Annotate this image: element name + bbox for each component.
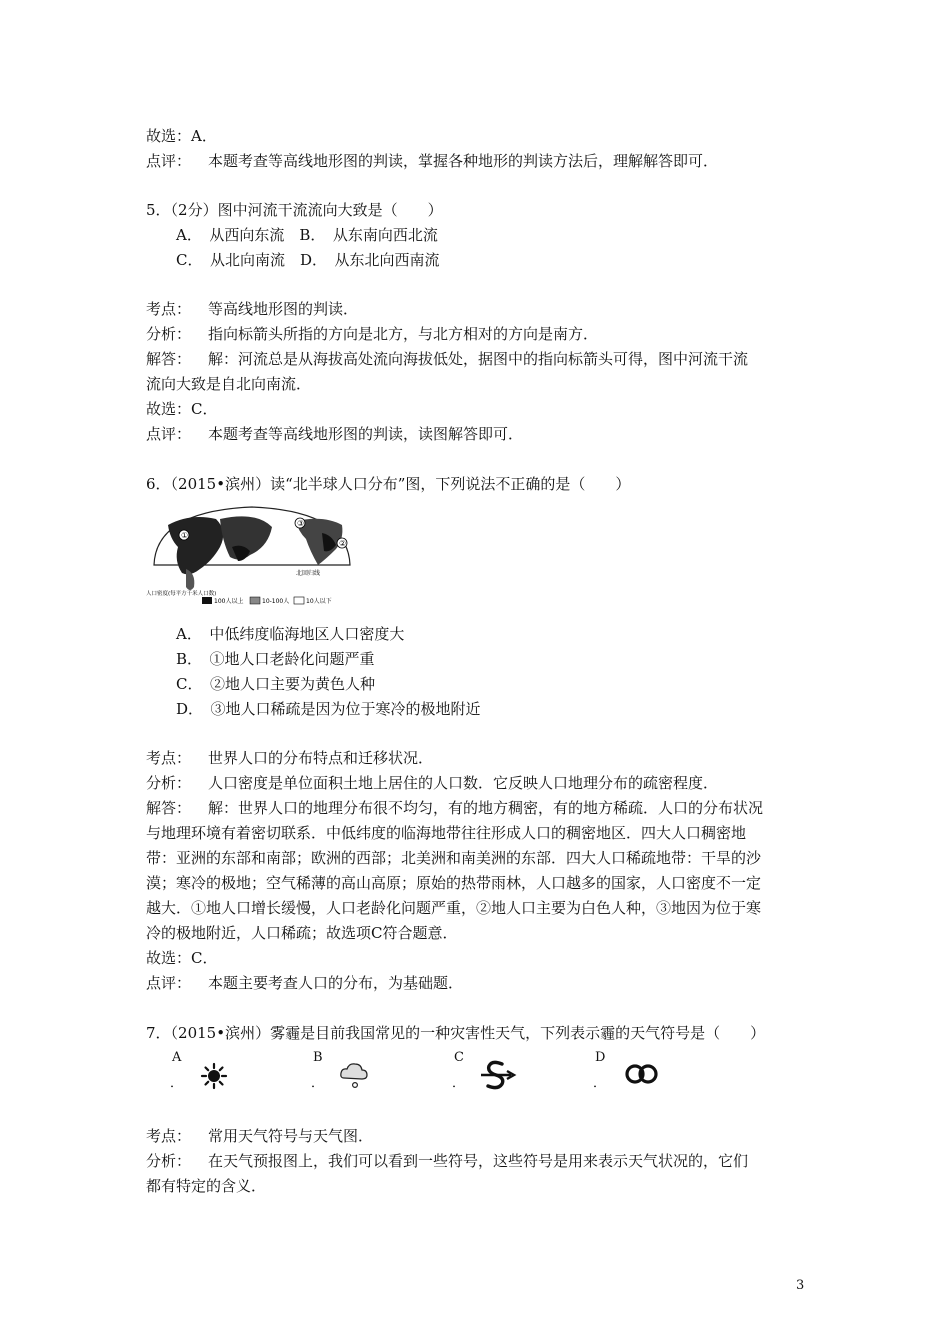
q5-choice: 故选：C． bbox=[146, 400, 218, 418]
q5-option-row: C． 从北向南流 D． 从东北向西南流 bbox=[176, 251, 440, 269]
q7-option-c-letter: C bbox=[454, 1050, 464, 1065]
q7-stem: 7．（2015•滨州）雾霾是目前我国常见的一种灾害性天气，下列表示霾的天气符号是（ ） bbox=[146, 1024, 766, 1042]
map-tropic-label: 北回归线 bbox=[296, 570, 321, 577]
q6-option: C． ②地人口主要为黄色人种 bbox=[176, 675, 375, 693]
q7-option-d-letter: D bbox=[595, 1050, 606, 1065]
q5-fenxi: 分析： 指向标箭头所指的方向是北方，与北方相对的方向是南方． bbox=[146, 325, 599, 343]
q6-kaodian: 考点： 世界人口的分布特点和迁移状况． bbox=[146, 749, 434, 767]
q6-stem: 6．（2015•滨州）读“北半球人口分布”图，下列说法不正确的是（ ） bbox=[146, 475, 631, 493]
map-legend-low: 10人以下 bbox=[306, 598, 332, 605]
q6-option: B． ①地人口老龄化问题严重 bbox=[176, 650, 375, 668]
q7-option-b-letter: B bbox=[313, 1050, 323, 1065]
q6-jieda-line: 漠；寒冷的极地；空气稀薄的高山高原；原始的热带雨林，人口越多的国家，人口密度不一定 bbox=[146, 874, 762, 892]
sun-icon bbox=[200, 1062, 228, 1090]
map-marker-1: ① bbox=[181, 531, 189, 540]
map-legend-mid: 10-100人 bbox=[262, 598, 290, 605]
q6-jieda-line: 带：亚洲的东部和南部；欧洲的西部；北美洲和南美洲的东部．四大人口稀疏地带：干旱的沙 bbox=[146, 849, 762, 867]
q5-kaodian: 考点： 等高线地形图的判读． bbox=[146, 300, 359, 318]
q7-kaodian: 考点： 常用天气符号与天气图． bbox=[146, 1127, 374, 1145]
q7-fenxi-cont: 都有特定的含义． bbox=[146, 1177, 267, 1195]
prev-comment: 点评： 本题考查等高线地形图的判读，掌握各种地形的判读方法后，理解解答即可． bbox=[146, 152, 719, 170]
legend-swatch-mid bbox=[250, 597, 260, 604]
legend-swatch-low bbox=[294, 597, 304, 604]
q6-fenxi: 分析： 人口密度是单位面积土地上居住的人口数．它反映人口地理分布的疏密程度． bbox=[146, 774, 719, 792]
q5-comment: 点评： 本题考查等高线地形图的判读，读图解答即可． bbox=[146, 425, 524, 443]
q5-option-row: A． 从西向东流 B． 从东南向西北流 bbox=[176, 226, 438, 244]
q6-jieda: 解答： 解：世界人口的地理分布很不均匀，有的地方稠密，有的地方稀疏．人口的分布状况 bbox=[146, 799, 764, 817]
map-marker-3: ③ bbox=[297, 519, 305, 528]
q6-option: A． 中低纬度临海地区人口密度大 bbox=[176, 625, 405, 643]
q6-jieda-line: 越大．①地人口增长缓慢，人口老龄化问题严重，②地人口主要为白色人种，③地因为位于寒 bbox=[146, 899, 762, 917]
q7-option-c-dot: ． bbox=[452, 1076, 466, 1091]
legend-swatch-high bbox=[202, 597, 212, 604]
haze-icon bbox=[622, 1062, 662, 1086]
q6-jieda-line: 与地理环境有着密切联系．中低纬度的临海地带往往形成人口的稠密地区．四大人口稠密地 bbox=[146, 824, 747, 842]
q7-option-a-letter: A bbox=[172, 1050, 182, 1065]
q7-option-d-dot: ． bbox=[593, 1076, 607, 1091]
q7-option-b-dot: ． bbox=[311, 1076, 325, 1091]
q5-stem: 5．（2分）图中河流干流流向大致是（ ） bbox=[146, 201, 443, 219]
q5-jieda: 解答： 解：河流总是从海拔高处流向海拔低处，据图中的指向标箭头可得，图中河流干流 bbox=[146, 350, 749, 368]
sandstorm-icon bbox=[478, 1058, 518, 1092]
q5-jieda-cont: 流向大致是自北向南流． bbox=[146, 375, 312, 393]
q6-jieda-line: 冷的极地附近，人口稀疏；故选项C符合题意． bbox=[146, 924, 458, 942]
q7-option-a-dot: ． bbox=[170, 1076, 184, 1091]
prev-choice: 故选：A． bbox=[146, 127, 217, 145]
map-legend-title: 人口密度(每平方千米人口数) bbox=[146, 591, 217, 597]
q6-comment: 点评： 本题主要考查人口的分布，为基础题． bbox=[146, 974, 464, 992]
hail-cloud-icon bbox=[338, 1060, 370, 1090]
map-legend-high: 100人以上 bbox=[214, 598, 244, 605]
q6-choice: 故选：C． bbox=[146, 949, 218, 967]
page-number: 3 bbox=[796, 1278, 805, 1293]
population-map bbox=[146, 503, 358, 611]
map-marker-2: ② bbox=[339, 539, 347, 548]
q6-option: D． ③地人口稀疏是因为位于寒冷的极地附近 bbox=[176, 700, 481, 718]
q7-fenxi: 分析： 在天气预报图上，我们可以看到一些符号，这些符号是用来表示天气状况的，它们 bbox=[146, 1152, 749, 1170]
